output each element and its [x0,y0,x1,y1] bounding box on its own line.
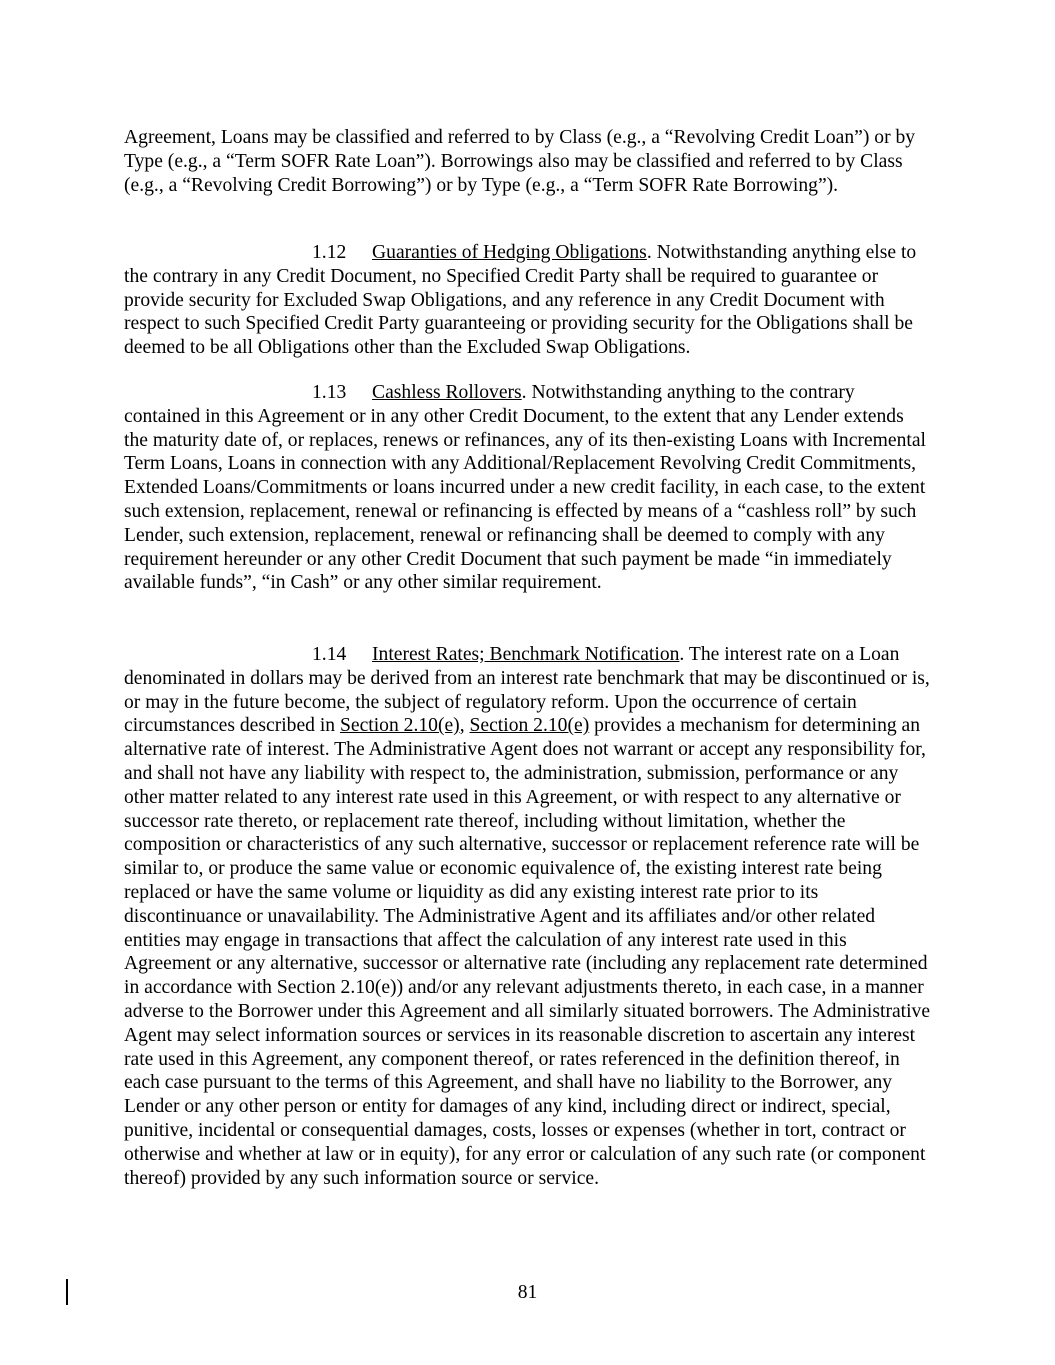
section-1-12-heading: Guaranties of Hedging Obligations [372,242,647,263]
section-1-12-body: . Notwithstanding anything else to the contrary in any Credit Document, no Specified Credit Party shall be required to guarantee or provide security for Excluded Swap Obligations, and any reference in any Credit Document with respect to such Specified Credit Party guaranteeing or providing security for the Obligations shall be deemed to be all Obligations other than the Excluded Swap Obligations. [124,242,917,359]
section-1-14-body-a: . The interest rate on a Loan denominated in dollars may be derived from an interest rate benchmark that may be discontinued or is, or may in the future become, the subject of regulatory reform. Upon the occurrence of certain circumstances described in [124,644,930,737]
section-1-13-body: . Notwithstanding anything to the contrary contained in this Agreement or in any other Credit Document, to the extent that any Lender extends the maturity date of, or replaces, renews or refinances, any of its then-existing Loans with Incremental Term Loans, Loans in connection with any Additional/Replacement Revolving Credit Commitments, Extended Loans/Commitments or loans incurred under a new credit facility, in each case, to the extent such extension, replacement, renewal or refinancing is effected by means of a “cashless roll” by such Lender, such extension, replacement, renewal or refinancing shall be deemed to comply with any requirement hereunder or any other Credit Document that such payment be made “in immediately available funds”, “in Cash” or any other similar requirement. [124,382,926,594]
section-1-13-heading: Cashless Rollovers [372,382,522,403]
section-2-10e-reference: Section 2.10(e) [469,715,590,737]
section-1-14-paragraph [124,643,932,1190]
section-1-12-number: 1.12 [312,242,347,263]
section-1-12-paragraph [124,241,932,360]
section-1-13-paragraph [124,381,932,595]
section-1-14-body-b: provides a mechanism for determining an alternative rate of interest. The Administrative Agent does not warrant or accept any responsibility for, and shall not have any liability with respect to, the administration, submission, performance or any other matter related to any interest rate used in this Agreement, or with respect to any alternative or successor rate thereto, or replacement rate thereof, including without limitation, whether the composition or characteristics of any such alternative, successor or replacement reference rate will be similar to, or produce the same value or economic equivalence of, the existing interest rate being replaced or have the same volume or liquidity as did any existing interest rate prior to its discontinuance or unavailability. The Administrative Agent and its affiliates and/or other related entities may engage in transactions that affect the calculation of any interest rate used in this Agreement or any alternative, successor or alternative rate (including any replacement rate determined in accordance with Section 2.10(e)) and/or any relevant adjustments thereto, in each case, in a manner adverse to the Borrower under this Agreement and all similarly situated borrowers. The Administrative Agent may select information sources or services in its reasonable discretion to ascertain any interest rate used in this Agreement, any component thereof, or rates referenced in the definition thereof, in each case pursuant to the terms of this Agreement, and shall have no liability to the Borrower, any Lender or any other person or entity for damages of any kind, including direct or indirect, special, punitive, incidental or consequential damages, costs, losses or expenses (whether in tort, contract or otherwise and whether at law or in equity), for any error or calculation of any such rate (or component thereof) provided by any such information source or service. [124,715,931,1189]
page-number: 81 [517,1282,538,1303]
reference-separator: , [459,715,470,737]
section-2-10e-reference: Section 2.10(e) [340,715,460,737]
section-1-14-number: 1.14 [312,644,347,665]
intro-paragraph [124,126,932,197]
intro-text: Agreement, Loans may be classified and referred to by Class (e.g., a “Revolving Credit Loan”) or by Type (e.g., a “Term SOFR Rate Loan”). Borrowings also may be classified and referred to by Class (e.g., a “Revolving Credit Borrowing”) or by Type (e.g., a “Term SOFR Rate Borrowing”). [124,127,916,196]
section-1-13-number: 1.13 [312,382,347,403]
section-1-14-heading: Interest Rates; Benchmark Notification [372,644,680,665]
